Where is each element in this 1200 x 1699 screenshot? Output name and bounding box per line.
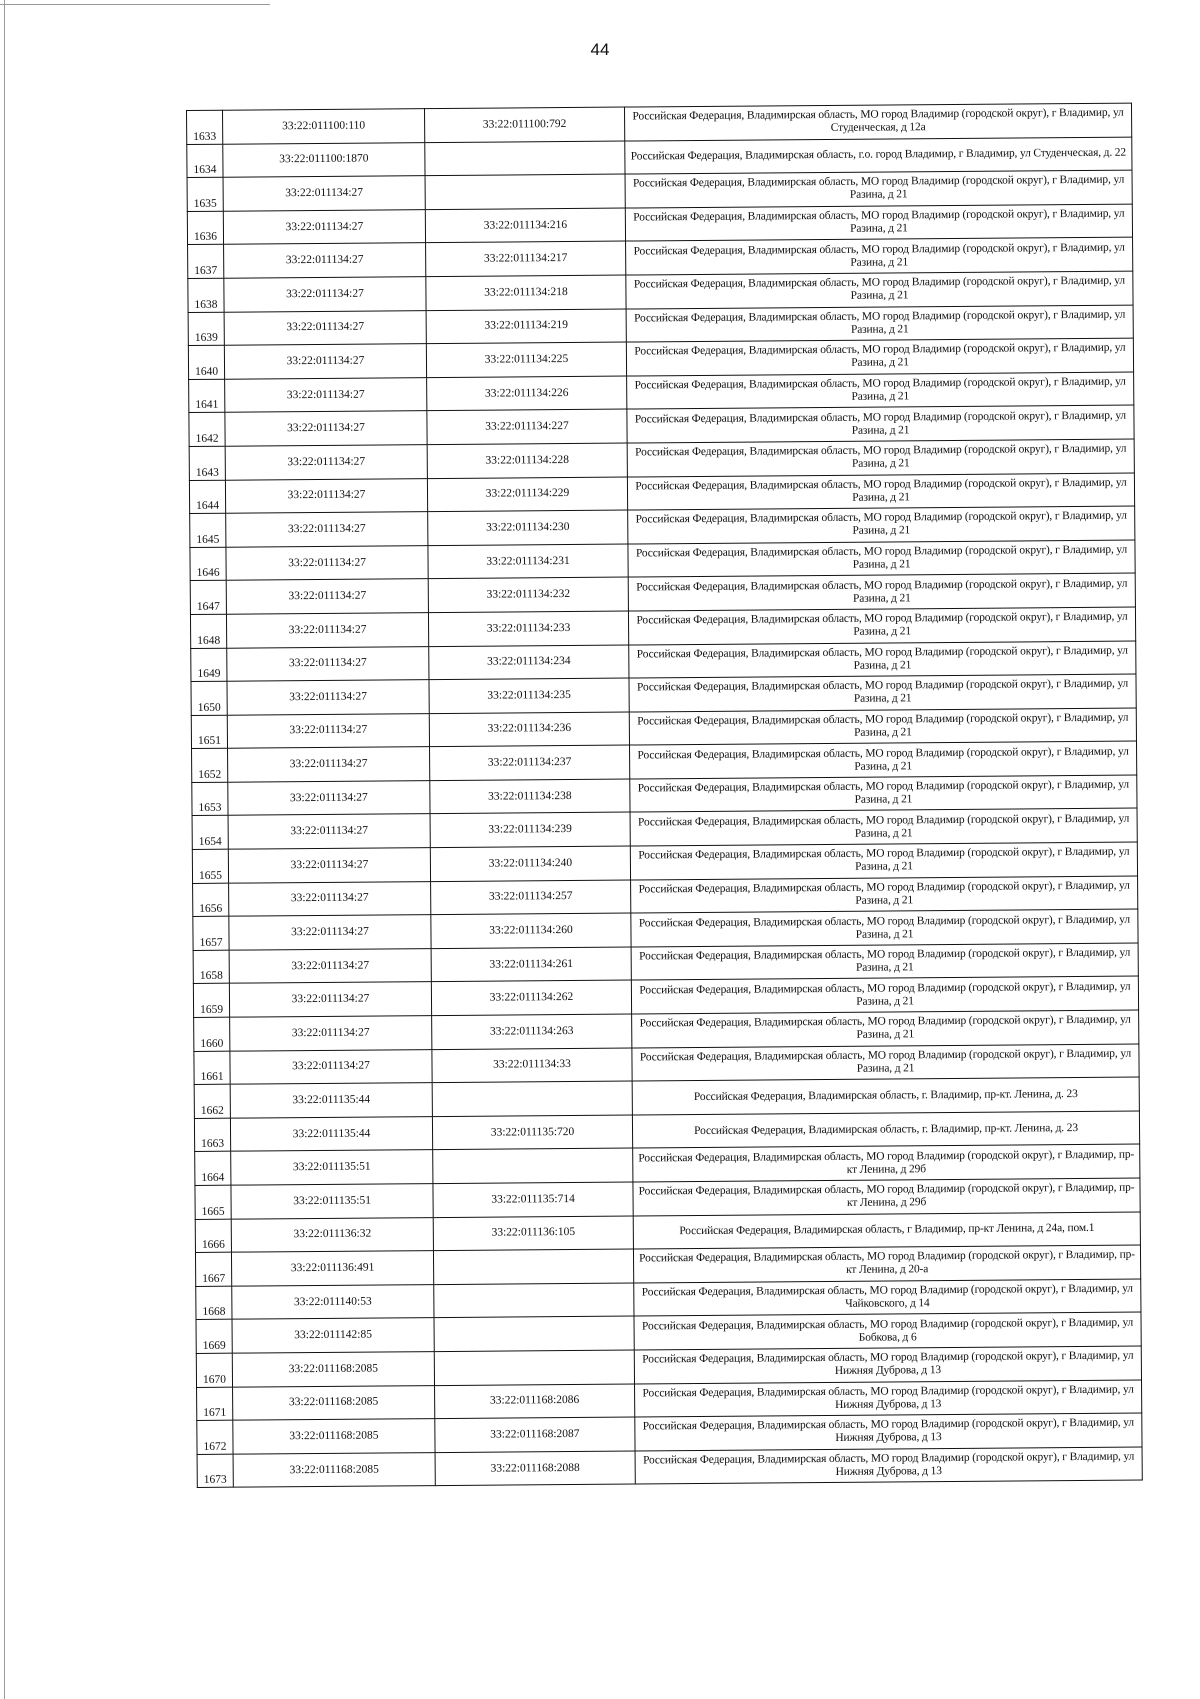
- object-cadastral-number-cell: 33:22:011134:239: [430, 813, 630, 848]
- object-cadastral-number-cell: [425, 141, 625, 176]
- row-number-cell: 1643: [189, 446, 225, 480]
- row-number-cell: 1633: [187, 110, 223, 144]
- address-cell: Российская Федерация, Владимирская область, МО город Владимир (городской округ), г Владимир, ул Разина, д 21: [627, 439, 1134, 477]
- land-plot-cadastral-number-cell: 33:22:011135:44: [230, 1083, 432, 1118]
- land-plot-cadastral-number-cell: 33:22:011136:491: [231, 1251, 433, 1286]
- land-plot-cadastral-number-cell: 33:22:011134:27: [224, 277, 426, 312]
- address-cell: Российская Федерация, Владимирская область, МО город Владимир (городской округ), г Владимир, ул Разина, д 21: [630, 775, 1137, 813]
- address-cell: Российская Федерация, Владимирская область, МО город Владимир (городской округ), г Владимир, ул Нижняя Дуброва, д 13: [634, 1346, 1141, 1384]
- object-cadastral-number-cell: 33:22:011134:262: [431, 980, 631, 1015]
- address-cell: Российская Федерация, Владимирская область, МО город Владимир (городской округ), г Владимир, ул Чайковского, д 14: [634, 1279, 1141, 1317]
- land-plot-cadastral-number-cell: 33:22:011134:27: [225, 478, 427, 513]
- address-cell: Российская Федерация, Владимирская область, МО город Владимир (городской округ), г Владимир, ул Разина, д 21: [628, 607, 1135, 645]
- scan-left-edge: [4, 0, 5, 1699]
- address-cell: Российская Федерация, Владимирская область, МО город Владимир (городской округ), г Владимир, ул Разина, д 21: [631, 909, 1138, 947]
- land-plot-cadastral-number-cell: 33:22:011134:27: [226, 545, 428, 580]
- address-cell: Российская Федерация, Владимирская область, МО город Владимир (городской округ), г Владимир, ул Разина, д 21: [630, 741, 1137, 779]
- object-cadastral-number-cell: [433, 1148, 633, 1183]
- row-number-cell: 1640: [188, 345, 224, 379]
- object-cadastral-number-cell: [434, 1350, 634, 1385]
- address-cell: Российская Федерация, Владимирская область, МО город Владимир (городской округ), г Владимир, ул Разина, д 21: [625, 170, 1132, 208]
- land-plot-cadastral-number-cell: 33:22:011134:27: [229, 948, 431, 983]
- object-cadastral-number-cell: 33:22:011134:232: [428, 577, 628, 612]
- land-plot-cadastral-number-cell: 33:22:011140:53: [232, 1284, 434, 1319]
- land-plot-cadastral-number-cell: 33:22:011134:27: [230, 1049, 432, 1084]
- object-cadastral-number-cell: 33:22:011134:217: [426, 241, 626, 276]
- table-row: [197, 1447, 1142, 1488]
- object-cadastral-number-cell: 33:22:011134:261: [431, 947, 631, 982]
- row-number-cell: 1646: [190, 547, 226, 581]
- row-number-cell: 1659: [193, 984, 229, 1018]
- page-number: 44: [590, 40, 610, 59]
- address-cell: Российская Федерация, Владимирская область, МО город Владимир (городской округ), г Владимир, ул Разина, д 21: [628, 506, 1135, 544]
- land-plot-cadastral-number-cell: 33:22:011134:27: [224, 310, 426, 345]
- object-cadastral-number-cell: [425, 174, 625, 209]
- address-cell: Российская Федерация, Владимирская область, г. Владимир, пр-кт. Ленина, д. 23: [632, 1077, 1139, 1115]
- registry-body: [187, 103, 1143, 1488]
- row-number-cell: 1649: [191, 648, 227, 682]
- address-cell: Российская Федерация, Владимирская область, МО город Владимир (городской округ), г Владимир, ул Разина, д 21: [627, 473, 1134, 511]
- land-plot-cadastral-number-cell: 33:22:011134:27: [227, 713, 429, 748]
- land-plot-cadastral-number-cell: 33:22:011134:27: [225, 411, 427, 446]
- object-cadastral-number-cell: [434, 1316, 634, 1351]
- land-plot-cadastral-number-cell: 33:22:011134:27: [226, 579, 428, 614]
- address-cell: Российская Федерация, Владимирская область, г.о. город Владимир, г Владимир, ул Студенческая, д. 22: [625, 137, 1132, 175]
- row-number-cell: 1668: [196, 1286, 232, 1320]
- object-cadastral-number-cell: 33:22:011135:714: [433, 1182, 633, 1217]
- object-cadastral-number-cell: [434, 1283, 634, 1318]
- land-plot-cadastral-number-cell: 33:22:011168:2085: [232, 1352, 434, 1387]
- row-number-cell: 1672: [197, 1420, 233, 1454]
- address-cell: Российская Федерация, Владимирская область, МО город Владимир (городской округ), г Владимир, ул Разина, д 21: [631, 976, 1138, 1014]
- row-number-cell: 1667: [195, 1252, 231, 1286]
- scan-top-edge: [0, 4, 270, 5]
- address-cell: Российская Федерация, Владимирская область, МО город Владимир (городской округ), г Владимир, ул Разина, д 21: [626, 338, 1133, 376]
- land-plot-cadastral-number-cell: 33:22:011134:27: [227, 680, 429, 715]
- address-cell: Российская Федерация, Владимирская область, МО город Владимир (городской округ), г Владимир, ул Нижняя Дуброва, д 13: [635, 1413, 1142, 1451]
- address-cell: Российская Федерация, Владимирская область, МО город Владимир (городской округ), г Владимир, ул Разина, д 21: [627, 405, 1134, 443]
- land-plot-cadastral-number-cell: 33:22:011134:27: [228, 848, 430, 883]
- land-plot-cadastral-number-cell: 33:22:011134:27: [228, 747, 430, 782]
- land-plot-cadastral-number-cell: 33:22:011136:32: [231, 1217, 433, 1252]
- row-number-cell: 1652: [192, 748, 228, 782]
- row-number-cell: 1635: [187, 177, 223, 211]
- land-plot-cadastral-number-cell: 33:22:011168:2085: [233, 1452, 435, 1487]
- object-cadastral-number-cell: 33:22:011134:33: [432, 1048, 632, 1083]
- address-cell: Российская Федерация, Владимирская область, МО город Владимир (городской округ), г Владимир, ул Бобкова, д 6: [634, 1312, 1141, 1350]
- object-cadastral-number-cell: 33:22:011168:2086: [435, 1384, 635, 1419]
- row-number-cell: 1639: [188, 312, 224, 346]
- object-cadastral-number-cell: 33:22:011134:240: [430, 846, 630, 881]
- row-number-cell: 1651: [191, 715, 227, 749]
- land-plot-cadastral-number-cell: 33:22:011100:110: [223, 109, 425, 144]
- address-cell: Российская Федерация, Владимирская область, МО город Владимир (городской округ), г Владимир, ул Разина, д 21: [625, 204, 1132, 242]
- object-cadastral-number-cell: 33:22:011134:263: [432, 1014, 632, 1049]
- object-cadastral-number-cell: 33:22:011134:231: [428, 544, 628, 579]
- address-cell: Российская Федерация, Владимирская область, МО город Владимир (городской округ), г Владимир, ул Разина, д 21: [629, 708, 1136, 746]
- row-number-cell: 1665: [195, 1185, 231, 1219]
- object-cadastral-number-cell: 33:22:011134:234: [429, 645, 629, 680]
- object-cadastral-number-cell: 33:22:011100:792: [424, 107, 624, 142]
- registry-table: [186, 103, 1143, 1489]
- object-cadastral-number-cell: 33:22:011134:260: [431, 913, 631, 948]
- land-plot-cadastral-number-cell: 33:22:011134:27: [228, 814, 430, 849]
- row-number-cell: 1669: [196, 1320, 232, 1354]
- object-cadastral-number-cell: 33:22:011168:2088: [435, 1451, 635, 1486]
- address-cell: Российская Федерация, Владимирская область, г. Владимир, пр-кт. Ленина, д. 23: [632, 1111, 1139, 1149]
- land-plot-cadastral-number-cell: 33:22:011134:27: [223, 209, 425, 244]
- land-plot-cadastral-number-cell: 33:22:011142:85: [232, 1318, 434, 1353]
- land-plot-cadastral-number-cell: 33:22:011134:27: [224, 344, 426, 379]
- address-cell: Российская Федерация, Владимирская область, МО город Владимир (городской округ), г Владимир, ул Разина, д 21: [628, 573, 1135, 611]
- land-plot-cadastral-number-cell: 33:22:011135:44: [230, 1116, 432, 1151]
- object-cadastral-number-cell: 33:22:011134:257: [431, 880, 631, 915]
- land-plot-cadastral-number-cell: 33:22:011134:27: [226, 512, 428, 547]
- address-cell: Российская Федерация, Владимирская область, МО город Владимир (городской округ), г Владимир, ул Разина, д 21: [627, 372, 1134, 410]
- row-number-cell: 1644: [189, 480, 225, 514]
- object-cadastral-number-cell: 33:22:011135:720: [432, 1115, 632, 1150]
- address-cell: Российская Федерация, Владимирская область, МО город Владимир (городской округ), г Владимир, ул Разина, д 21: [632, 1044, 1139, 1082]
- address-cell: Российская Федерация, Владимирская область, МО город Владимир (городской округ), г Владимир, ул Разина, д 21: [629, 641, 1136, 679]
- address-cell: Российская Федерация, Владимирская область, МО город Владимир (городской округ), г Владимир, ул Разина, д 21: [631, 876, 1138, 914]
- object-cadastral-number-cell: 33:22:011134:238: [430, 779, 630, 814]
- row-number-cell: 1648: [190, 614, 226, 648]
- object-cadastral-number-cell: 33:22:011134:230: [428, 510, 628, 545]
- address-cell: Российская Федерация, Владимирская область, МО город Владимир (городской округ), г Владимир, ул Разина, д 21: [628, 540, 1135, 578]
- row-number-cell: 1662: [194, 1084, 230, 1118]
- object-cadastral-number-cell: 33:22:011134:228: [427, 443, 627, 478]
- object-cadastral-number-cell: [433, 1249, 633, 1284]
- row-number-cell: 1670: [196, 1353, 232, 1387]
- object-cadastral-number-cell: 33:22:011134:237: [430, 745, 630, 780]
- row-number-cell: 1641: [189, 379, 225, 413]
- object-cadastral-number-cell: 33:22:011134:235: [429, 678, 629, 713]
- object-cadastral-number-cell: 33:22:011136:105: [433, 1216, 633, 1251]
- row-number-cell: 1666: [195, 1219, 231, 1253]
- land-plot-cadastral-number-cell: 33:22:011134:27: [223, 176, 425, 211]
- land-plot-cadastral-number-cell: 33:22:011134:27: [226, 613, 428, 648]
- row-number-cell: 1637: [188, 245, 224, 279]
- object-cadastral-number-cell: 33:22:011134:225: [426, 342, 626, 377]
- row-number-cell: 1658: [193, 950, 229, 984]
- address-cell: Российская Федерация, Владимирская область, МО город Владимир (городской округ), г Владимир, ул Студенческая, д 12а: [624, 103, 1131, 141]
- row-number-cell: 1647: [190, 581, 226, 615]
- address-cell: Российская Федерация, Владимирская область, МО город Владимир (городской округ), г Владимир, ул Нижняя Дуброва, д 13: [635, 1380, 1142, 1418]
- row-number-cell: 1661: [194, 1051, 230, 1085]
- address-cell: Российская Федерация, Владимирская область, МО город Владимир (городской округ), г Владимир, пр-кт Ленина, д 20-а: [633, 1245, 1140, 1283]
- object-cadastral-number-cell: 33:22:011134:227: [427, 409, 627, 444]
- address-cell: Российская Федерация, Владимирская область, МО город Владимир (городской округ), г Владимир, ул Разина, д 21: [626, 271, 1133, 309]
- land-plot-cadastral-number-cell: 33:22:011134:27: [229, 915, 431, 950]
- row-number-cell: 1673: [197, 1454, 233, 1488]
- address-cell: Российская Федерация, Владимирская область, г Владимир, пр-кт Ленина, д 24а, пом.1: [633, 1212, 1140, 1250]
- object-cadastral-number-cell: 33:22:011134:233: [428, 611, 628, 646]
- land-plot-cadastral-number-cell: 33:22:011168:2085: [233, 1385, 435, 1420]
- land-plot-cadastral-number-cell: 33:22:011134:27: [228, 780, 430, 815]
- row-number-cell: 1671: [197, 1387, 233, 1421]
- row-number-cell: 1636: [187, 211, 223, 245]
- address-cell: Российская Федерация, Владимирская область, МО город Владимир (городской округ), г Владимир, ул Нижняя Дуброва, д 13: [635, 1447, 1142, 1485]
- address-cell: Российская Федерация, Владимирская область, МО город Владимир (городской округ), г Владимир, ул Разина, д 21: [629, 674, 1136, 712]
- row-number-cell: 1655: [192, 849, 228, 883]
- land-plot-cadastral-number-cell: 33:22:011135:51: [231, 1150, 433, 1185]
- object-cadastral-number-cell: 33:22:011134:226: [427, 376, 627, 411]
- row-number-cell: 1653: [192, 782, 228, 816]
- address-cell: Российская Федерация, Владимирская область, МО город Владимир (городской округ), г Владимир, ул Разина, д 21: [626, 305, 1133, 343]
- object-cadastral-number-cell: 33:22:011134:236: [429, 712, 629, 747]
- land-plot-cadastral-number-cell: 33:22:011168:2085: [233, 1419, 435, 1454]
- row-number-cell: 1642: [189, 413, 225, 447]
- row-number-cell: 1634: [187, 144, 223, 178]
- row-number-cell: 1645: [190, 513, 226, 547]
- row-number-cell: 1664: [195, 1152, 231, 1186]
- row-number-cell: 1657: [193, 916, 229, 950]
- row-number-cell: 1656: [193, 883, 229, 917]
- object-cadastral-number-cell: 33:22:011134:218: [426, 275, 626, 310]
- address-cell: Российская Федерация, Владимирская область, МО город Владимир (городской округ), г Владимир, пр-кт Ленина, д 29б: [633, 1144, 1140, 1182]
- object-cadastral-number-cell: [432, 1081, 632, 1116]
- object-cadastral-number-cell: 33:22:011168:2087: [435, 1417, 635, 1452]
- row-number-cell: 1663: [194, 1118, 230, 1152]
- land-plot-cadastral-number-cell: 33:22:011134:27: [229, 881, 431, 916]
- land-plot-cadastral-number-cell: 33:22:011134:27: [225, 445, 427, 480]
- address-cell: Российская Федерация, Владимирская область, МО город Владимир (городской округ), г Владимир, ул Разина, д 21: [630, 842, 1137, 880]
- address-cell: Российская Федерация, Владимирская область, МО город Владимир (городской округ), г Владимир, пр-кт Ленина, д 29б: [633, 1178, 1140, 1216]
- row-number-cell: 1650: [191, 681, 227, 715]
- land-plot-cadastral-number-cell: 33:22:011134:27: [230, 1016, 432, 1051]
- row-number-cell: 1638: [188, 278, 224, 312]
- address-cell: Российская Федерация, Владимирская область, МО город Владимир (городской округ), г Владимир, ул Разина, д 21: [630, 809, 1137, 847]
- row-number-cell: 1660: [194, 1017, 230, 1051]
- address-cell: Российская Федерация, Владимирская область, МО город Владимир (городской округ), г Владимир, ул Разина, д 21: [626, 237, 1133, 275]
- land-plot-cadastral-number-cell: 33:22:011134:27: [227, 646, 429, 681]
- land-plot-cadastral-number-cell: 33:22:011134:27: [224, 243, 426, 278]
- object-cadastral-number-cell: 33:22:011134:229: [427, 477, 627, 512]
- land-plot-cadastral-number-cell: 33:22:011135:51: [231, 1184, 433, 1219]
- land-plot-cadastral-number-cell: 33:22:011134:27: [229, 982, 431, 1017]
- row-number-cell: 1654: [192, 816, 228, 850]
- object-cadastral-number-cell: 33:22:011134:219: [426, 309, 626, 344]
- land-plot-cadastral-number-cell: 33:22:011100:1870: [223, 142, 425, 177]
- address-cell: Российская Федерация, Владимирская область, МО город Владимир (городской округ), г Владимир, ул Разина, д 21: [632, 1010, 1139, 1048]
- address-cell: Российская Федерация, Владимирская область, МО город Владимир (городской округ), г Владимир, ул Разина, д 21: [631, 943, 1138, 981]
- land-plot-cadastral-number-cell: 33:22:011134:27: [225, 377, 427, 412]
- object-cadastral-number-cell: 33:22:011134:216: [425, 208, 625, 243]
